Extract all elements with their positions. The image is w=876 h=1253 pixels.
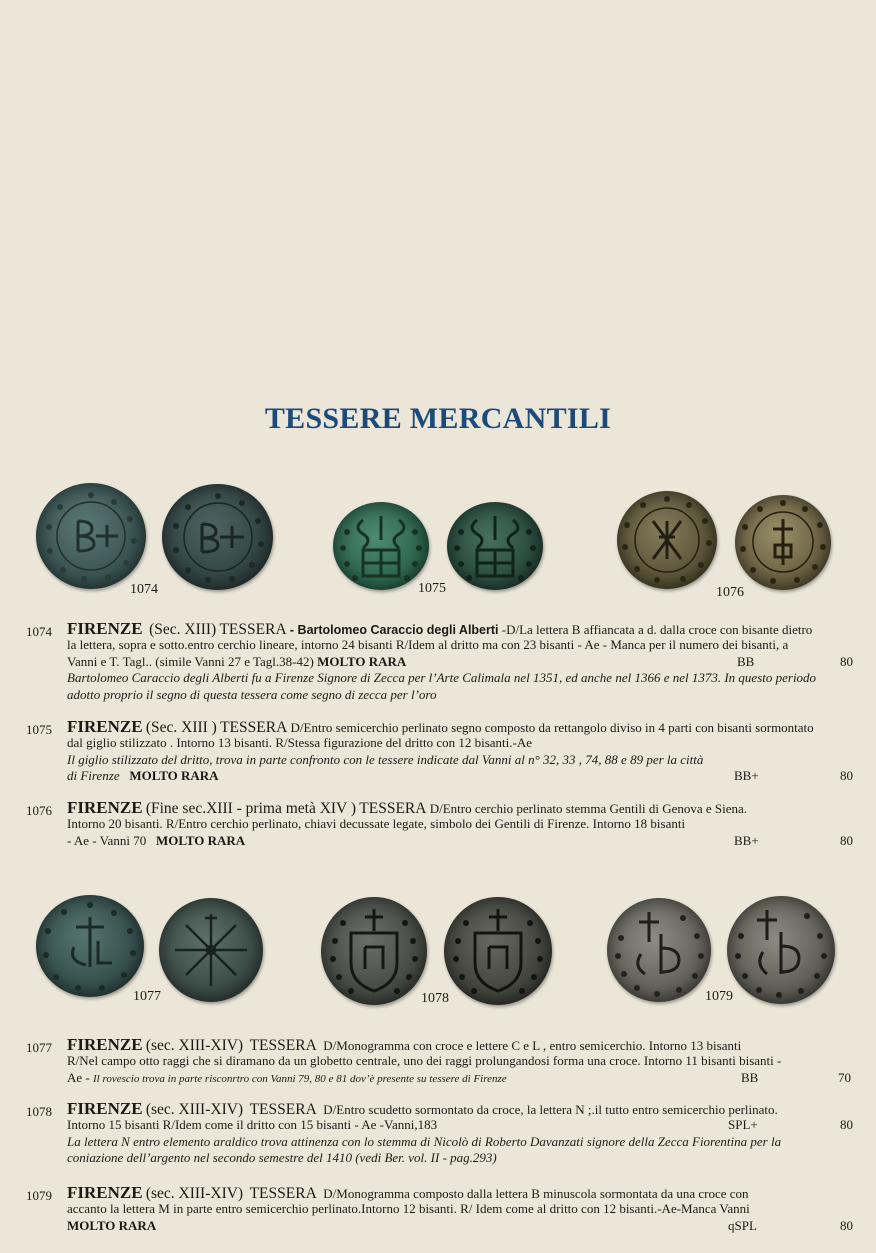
- lot-note: adotto proprio il segno di questa tessera come segno di zecca per l’oro: [67, 686, 437, 702]
- lot-grade: BB: [737, 653, 755, 669]
- lot-price: 80: [840, 832, 853, 848]
- coin-label: 1079: [705, 989, 733, 1004]
- coin-1077-obverse: [36, 895, 144, 997]
- lot-period: (Sec. XIII ): [145, 719, 217, 736]
- lot-price: 80: [840, 1117, 853, 1133]
- lot-description: Vanni e T. Tagl.. (simile Vanni 27 e Tagl.38-42): [67, 653, 314, 669]
- lot-period: (sec. XIII-XIV): [145, 1037, 244, 1054]
- lot-period: (sec. XIII-XIV): [145, 1185, 244, 1202]
- lot-description: D/Monogramma composto dalla lettera B minuscola sormontata da una croce con: [323, 1186, 749, 1201]
- lot-type: TESSERA: [359, 800, 427, 817]
- page-title: TESSERE MERCANTILI: [264, 402, 612, 435]
- lot-period: (sec. XIII-XIV): [145, 1101, 244, 1118]
- lot-description: D/Entro semicerchio perlinato segno composto da rettangolo diviso in 4 parti con bisanti sormontato: [290, 720, 814, 735]
- lot-type: TESSERA: [249, 1101, 317, 1118]
- lot-number: 1077: [26, 1040, 52, 1055]
- coin-1079-reverse: [727, 896, 835, 1004]
- coin-label: 1077: [133, 989, 161, 1004]
- lot-city: FIRENZE: [67, 798, 143, 817]
- lot-period: (Sec. XIII): [149, 621, 217, 638]
- lot-rarity: MOLTO RARA: [155, 832, 246, 848]
- lot-description: accanto la lettera M in parte entro semicerchio perlinato.Intorno 12 bisanti. R/ Idem come al dritto con 12 bisanti.-Ae-Manca Vanni: [67, 1201, 750, 1217]
- coin-1074-obverse: [36, 483, 146, 589]
- coin-1077-reverse: [159, 898, 263, 1002]
- lot-description: Intorno 15 bisanti R/Idem come il dritto con 15 bisanti - Ae -Vanni,183: [67, 1117, 438, 1133]
- lot-description: - Ae - Vanni 70: [67, 832, 147, 848]
- lot-note: Il giglio stilizzato del dritto, trova in parte confronto con le tessere indicate dal Vanni al n° 32, 33 , 74, 88 e 89 per la città: [67, 751, 704, 767]
- lot-rarity: MOLTO RARA: [317, 653, 407, 669]
- coin-1078-reverse: [444, 897, 552, 1005]
- lot-type: TESSERA: [219, 621, 287, 638]
- lot-type: TESSERA: [249, 1037, 317, 1054]
- lot-note: di Firenze: [67, 768, 120, 784]
- lot-description: D/Entro cerchio perlinato stemma Gentili di Genova e Siena.: [429, 801, 748, 816]
- lot-city: FIRENZE: [67, 717, 143, 736]
- lot-city: FIRENZE: [67, 1099, 143, 1118]
- lot-description: R/Nel campo otto raggi che si diramano da un globetto centrale, uno dei raggi prolungandosi forma una croce. Intorno 11 bisanti bisanti -: [67, 1053, 782, 1069]
- lot-issuer: - Bartolomeo Caraccio degli Alberti: [289, 623, 499, 637]
- lot-grade: BB+: [734, 768, 759, 784]
- lot-number: 1075: [26, 722, 52, 737]
- lot-type: TESSERA: [220, 719, 288, 736]
- lot-note: Bartolomeo Caraccio degli Alberti fu a Firenze Signore di Zecca per l’Arte Calimala nel 1351, ed anche nel 1366 e nel 1373. In questo periodo: [67, 670, 817, 686]
- lot-grade: BB: [741, 1069, 759, 1085]
- lot-description: dal giglio stilizzato . Intorno 13 bisanti. R/Stessa figurazione del dritto con 12 bisanti.-Ae: [67, 735, 533, 751]
- coin-1076-obverse: [617, 491, 717, 589]
- lot-price: 80: [840, 1217, 853, 1233]
- lot-description: D/Monogramma con croce e lettere C e L , entro semicerchio. Intorno 13 bisanti: [323, 1038, 742, 1053]
- lot-number: 1074: [26, 624, 52, 639]
- lot-type: TESSERA: [249, 1185, 317, 1202]
- lot-description: D/Entro scudetto sormontato da croce, la lettera N ;.il tutto entro semicerchio perlinato.: [323, 1102, 778, 1117]
- coin-1076-reverse: [735, 495, 831, 590]
- lot-city: FIRENZE: [67, 619, 143, 638]
- lot-price: 70: [838, 1069, 851, 1085]
- coin-label: 1076: [716, 585, 744, 600]
- coin-1079-obverse: [607, 898, 711, 1002]
- lot-city: FIRENZE: [67, 1035, 143, 1054]
- lot-note: coniazione dell’argento nel secondo semestre del 1410 (vedi Ber. vol. II - pag.293): [67, 1150, 497, 1166]
- lot-period: (Fine sec.XIII - prima metà XIV ): [145, 800, 357, 817]
- lot-price: 80: [840, 653, 853, 669]
- lot-grade: qSPL: [728, 1217, 757, 1233]
- lot-rarity: MOLTO RARA: [67, 1217, 157, 1233]
- lot-city: FIRENZE: [67, 1183, 143, 1202]
- coin-1074-reverse: [162, 484, 273, 590]
- coin-1075-obverse: [333, 502, 429, 590]
- coin-label: 1075: [418, 581, 446, 596]
- lot-description: -D/La lettera B affiancata a d. dalla croce con bisante dietro: [501, 622, 813, 637]
- lot-description: Ae -: [67, 1069, 90, 1085]
- lot-description: Intorno 20 bisanti. R/Entro cerchio perlinato, chiavi decussate legate, simbolo dei Gentili di Firenze. Intorno 18 bisanti: [67, 816, 686, 832]
- lot-number: 1076: [26, 803, 52, 818]
- coin-1078-obverse: [321, 897, 427, 1005]
- lot-number: 1078: [26, 1104, 52, 1119]
- lot-description: la lettera, sopra e sotto.entro cerchio lineare, intorno 24 bisanti R/Idem al dritto ma con 23 bisanti - Ae - Manca per il numero dei bisanti, a: [67, 637, 789, 653]
- lot-grade: BB+: [734, 832, 759, 848]
- coin-1075-reverse: [447, 502, 543, 590]
- coin-label: 1074: [130, 582, 158, 597]
- lot-note: Il rovescio trova in parte risconrtro con Vanni 79, 80 e 81 dov’è presente su tessere di Firenze: [93, 1072, 507, 1085]
- lot-grade: SPL+: [728, 1117, 758, 1133]
- lot-rarity: MOLTO RARA: [129, 768, 219, 784]
- lot-note: La lettera N entro elemento araldico trova attinenza con lo stemma di Nicolò di Roberto Davanzati signore della Zecca Fiorentina per la: [67, 1133, 782, 1149]
- lot-number: 1079: [26, 1188, 52, 1203]
- lot-price: 80: [840, 768, 853, 784]
- coin-label: 1078: [421, 991, 449, 1006]
